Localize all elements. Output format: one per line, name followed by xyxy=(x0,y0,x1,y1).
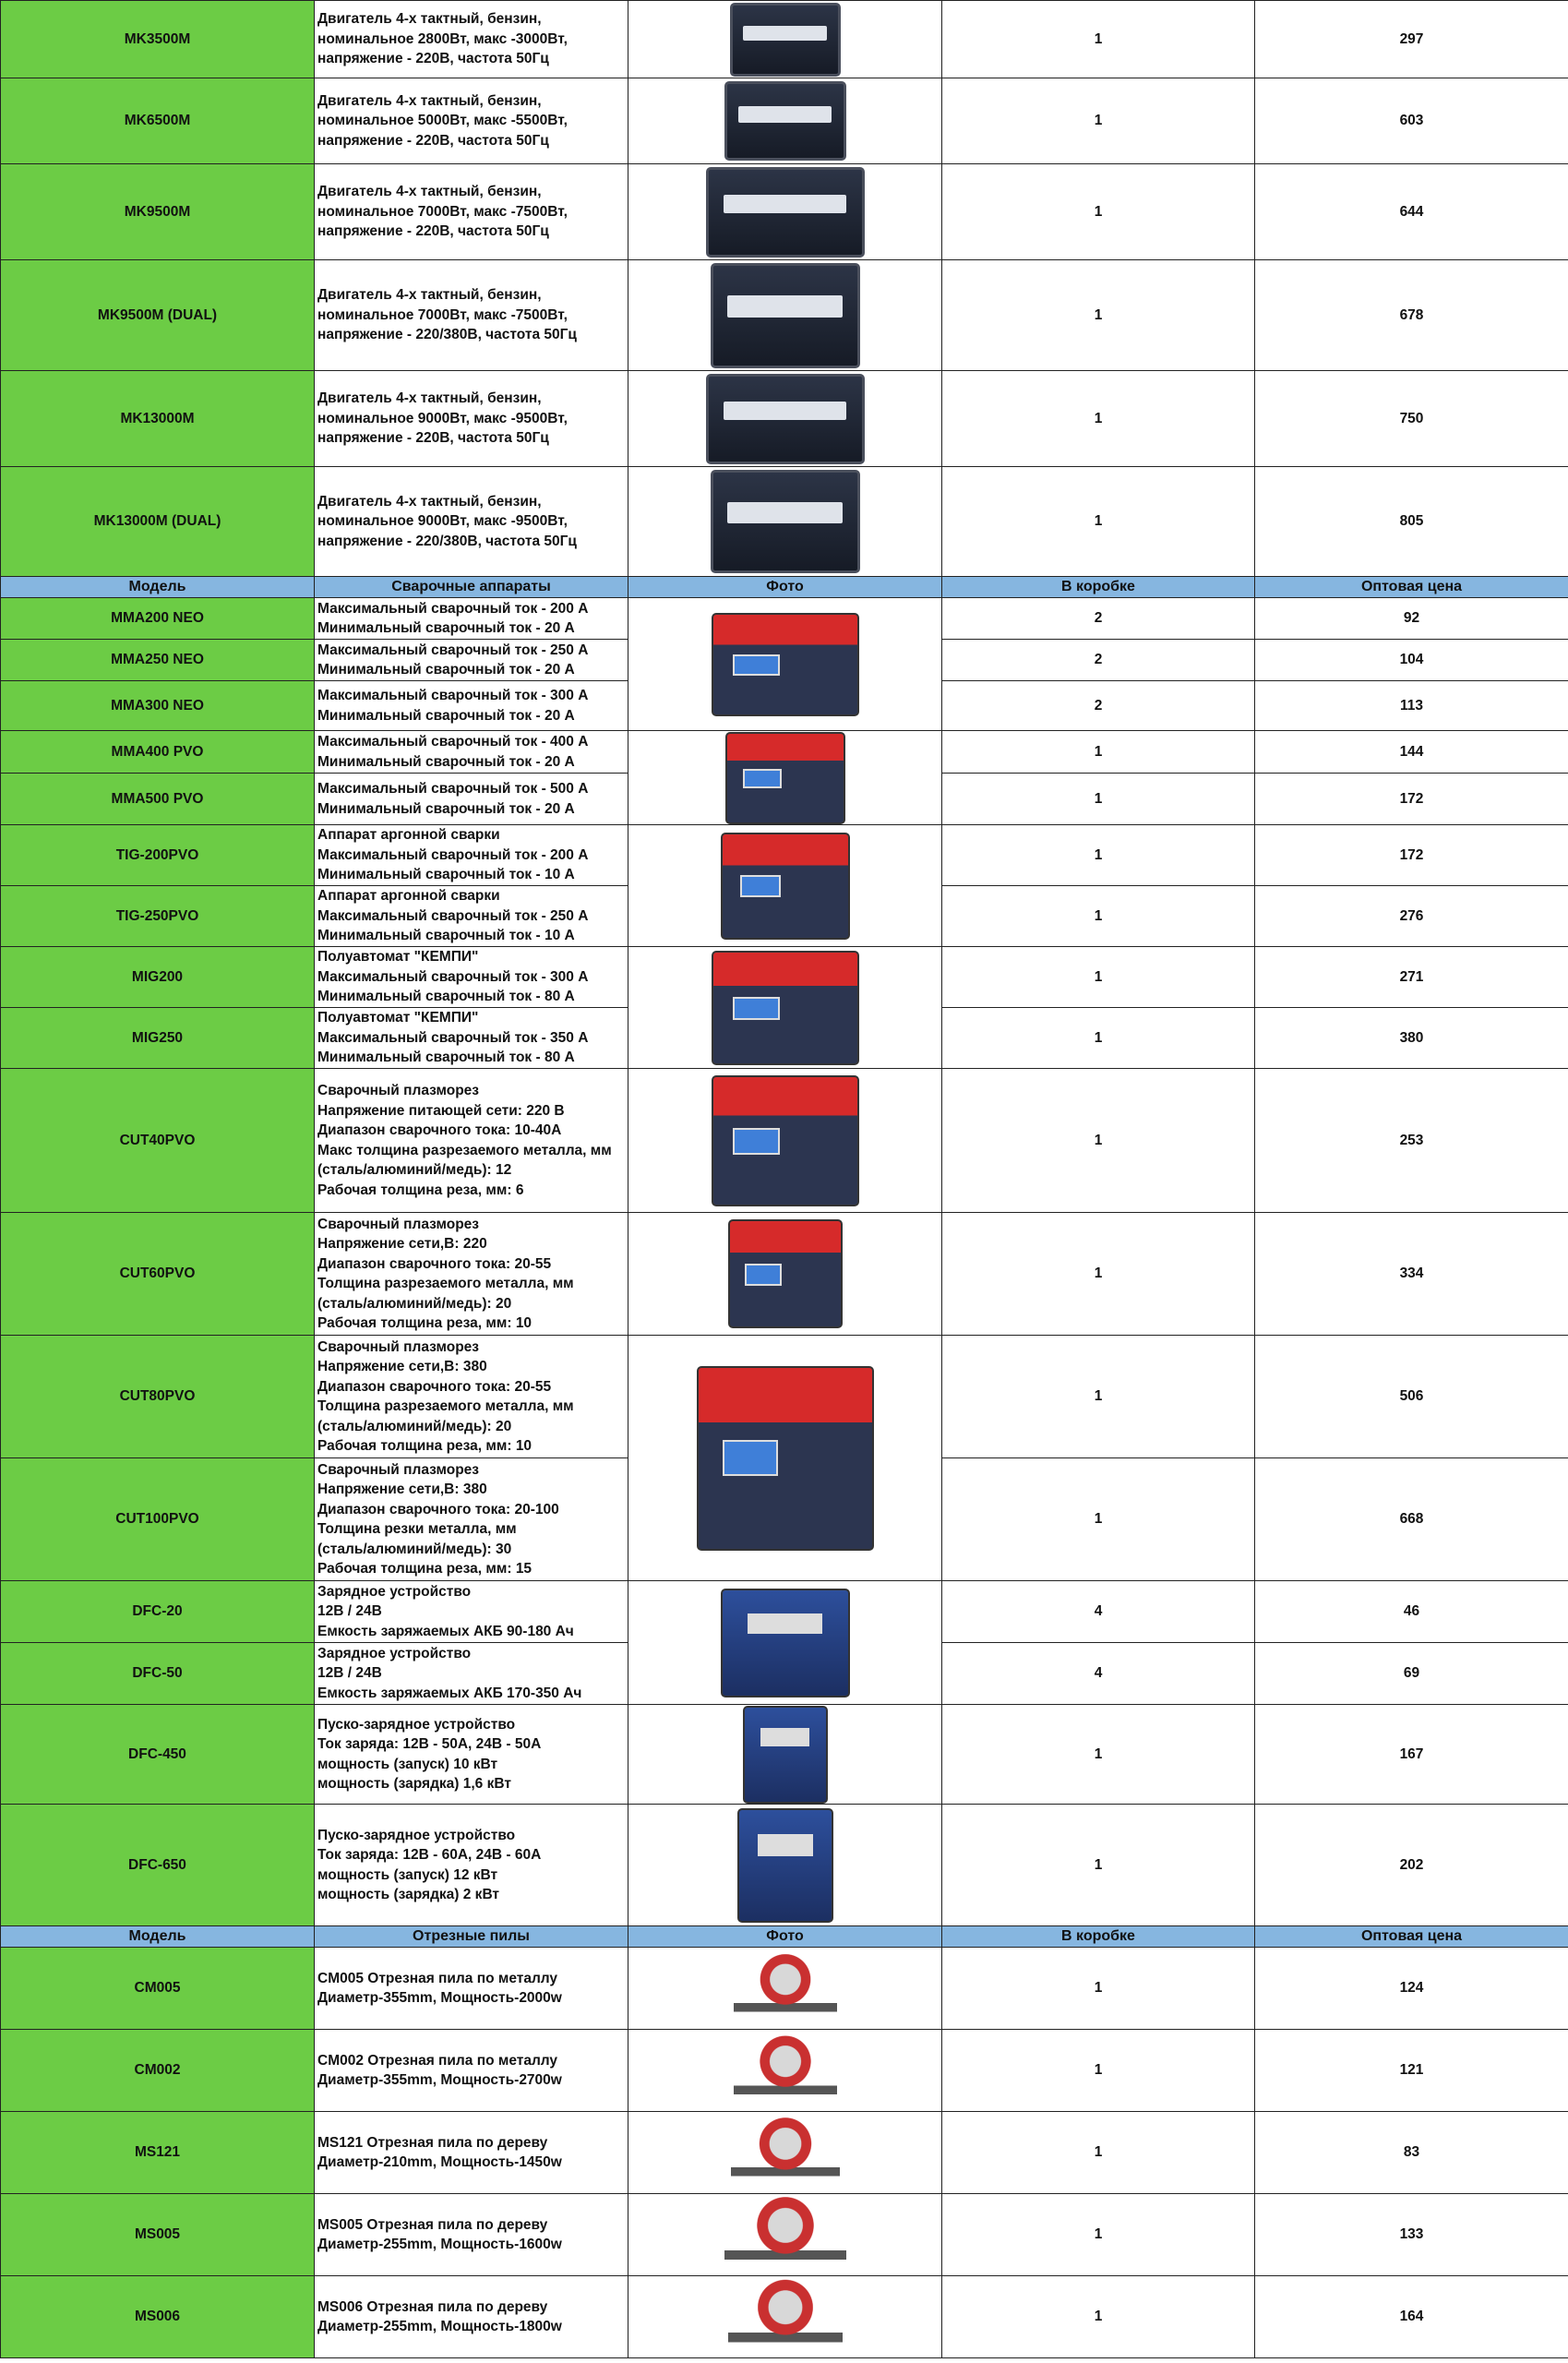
photo-cell xyxy=(628,164,942,260)
product-row xyxy=(1,2030,1568,2112)
model-cell: MK3500M xyxy=(1,1,315,78)
plasma-cutter-icon xyxy=(697,1366,874,1551)
description-cell: Аппарат аргонной сварки Максимальный сварочный ток - 250 А Минимальный сварочный ток - 10 А xyxy=(315,886,628,947)
generator-icon xyxy=(706,167,865,258)
photo-cell xyxy=(628,260,942,371)
wholesale-price-cell: 253 xyxy=(1255,1069,1568,1213)
description-cell: Аппарат аргонной сварки Максимальный сварочный ток - 200 А Минимальный сварочный ток - 10 А xyxy=(315,825,628,886)
description-cell: Двигатель 4-х тактный, бензин, номинальное 5000Вт, макс -5500Вт, напряжение - 220В, частота 50Гц xyxy=(315,78,628,164)
box-qty-cell: 2 xyxy=(942,681,1255,731)
header-category: Отрезные пилы xyxy=(315,1926,628,1948)
description-cell: Максимальный сварочный ток - 250 А Минимальный сварочный ток - 20 А xyxy=(315,640,628,681)
description-cell: Сварочный плазморез Напряжение сети,В: 220 Диапазон сварочного тока: 20-55 Толщина разрезаемого металла, мм (сталь/алюминий/медь): 20 Рабочая толщина реза, мм: 10 xyxy=(315,1213,628,1336)
wholesale-price-cell: 276 xyxy=(1255,886,1568,947)
wholesale-price-cell: 202 xyxy=(1255,1805,1568,1926)
product-row xyxy=(1,1069,1568,1213)
description-cell: MS005 Отрезная пила по дереву Диаметр-255mm, Мощность-1600w xyxy=(315,2194,628,2276)
description-cell: Пуско-зарядное устройство Ток заряда: 12В - 60А, 24В - 60А мощность (запуск) 12 кВт мощность (зарядка) 2 кВт xyxy=(315,1805,628,1926)
header-model: Модель xyxy=(1,1926,315,1948)
model-cell: MMA500 PVO xyxy=(1,774,315,825)
wholesale-price-cell: 124 xyxy=(1255,1948,1568,2030)
description-cell: Двигатель 4-х тактный, бензин, номинальное 9000Вт, макс -9500Вт, напряжение - 220В, частота 50Гц xyxy=(315,371,628,467)
box-qty-cell: 1 xyxy=(942,1336,1255,1458)
box-qty-cell: 1 xyxy=(942,1705,1255,1805)
product-row xyxy=(1,1805,1568,1926)
plasma-cutter-icon xyxy=(728,1219,843,1328)
plasma-cutter-icon xyxy=(712,1075,859,1206)
header-category: Сварочные аппараты xyxy=(315,577,628,598)
welder-icon xyxy=(712,613,859,716)
photo-cell xyxy=(628,2112,942,2194)
model-cell: DFC-650 xyxy=(1,1805,315,1926)
description-cell: Двигатель 4-х тактный, бензин, номинальное 7000Вт, макс -7500Вт, напряжение - 220В, частота 50Гц xyxy=(315,164,628,260)
photo-cell xyxy=(628,825,942,947)
photo-cell xyxy=(628,1948,942,2030)
description-cell: Полуавтомат "КЕМПИ" Максимальный сварочный ток - 350 А Минимальный сварочный ток - 80 А xyxy=(315,1008,628,1069)
description-cell: CM005 Отрезная пила по металлу Диаметр-355mm, Мощность-2000w xyxy=(315,1948,628,2030)
cut-off-saw-icon xyxy=(734,2033,837,2108)
model-cell: MK9500M xyxy=(1,164,315,260)
photo-cell xyxy=(628,1705,942,1805)
model-cell: CUT40PVO xyxy=(1,1069,315,1213)
description-cell: Двигатель 4-х тактный, бензин, номинальное 7000Вт, макс -7500Вт, напряжение - 220/380В, частота 50Гц xyxy=(315,260,628,371)
model-cell: MMA400 PVO xyxy=(1,731,315,774)
description-cell: Сварочный плазморез Напряжение питающей сети: 220 В Диапазон сварочного тока: 10-40А Макс толщина разрезаемого металла, мм (сталь/алюминий/медь): 12 Рабочая толщина реза, мм: 6 xyxy=(315,1069,628,1213)
wholesale-price-cell: 668 xyxy=(1255,1458,1568,1581)
model-cell: MK13000M xyxy=(1,371,315,467)
box-qty-cell: 1 xyxy=(942,947,1255,1008)
wholesale-price-cell: 133 xyxy=(1255,2194,1568,2276)
welder-icon xyxy=(721,833,850,940)
product-row xyxy=(1,825,1568,886)
product-row xyxy=(1,731,1568,774)
photo-cell xyxy=(628,947,942,1069)
product-row xyxy=(1,1581,1568,1643)
model-cell: TIG-250PVO xyxy=(1,886,315,947)
box-qty-cell: 1 xyxy=(942,1213,1255,1336)
wholesale-price-cell: 46 xyxy=(1255,1581,1568,1643)
wholesale-price-cell: 271 xyxy=(1255,947,1568,1008)
product-row xyxy=(1,260,1568,371)
model-cell: MS006 xyxy=(1,2276,315,2358)
wholesale-price-cell: 144 xyxy=(1255,731,1568,774)
box-qty-cell: 1 xyxy=(942,886,1255,947)
wholesale-price-cell: 69 xyxy=(1255,1643,1568,1705)
box-qty-cell: 1 xyxy=(942,1805,1255,1926)
description-cell: Максимальный сварочный ток - 400 А Минимальный сварочный ток - 20 А xyxy=(315,731,628,774)
wholesale-price-cell: 506 xyxy=(1255,1336,1568,1458)
description-cell: Пуско-зарядное устройство Ток заряда: 12В - 50А, 24В - 50А мощность (запуск) 10 кВт мощность (зарядка) 1,6 кВт xyxy=(315,1705,628,1805)
model-cell: MK9500M (DUAL) xyxy=(1,260,315,371)
product-row xyxy=(1,947,1568,1008)
wholesale-price-cell: 603 xyxy=(1255,78,1568,164)
generator-icon xyxy=(711,470,860,573)
wholesale-price-cell: 644 xyxy=(1255,164,1568,260)
model-cell: TIG-200PVO xyxy=(1,825,315,886)
description-cell: Максимальный сварочный ток - 200 А Минимальный сварочный ток - 20 А xyxy=(315,598,628,640)
box-qty-cell: 1 xyxy=(942,2194,1255,2276)
description-cell: Максимальный сварочный ток - 300 А Минимальный сварочный ток - 20 А xyxy=(315,681,628,731)
model-cell: MK6500M xyxy=(1,78,315,164)
generator-icon xyxy=(730,3,841,77)
product-row xyxy=(1,164,1568,260)
photo-cell xyxy=(628,78,942,164)
model-cell: MMA300 NEO xyxy=(1,681,315,731)
description-cell: Сварочный плазморез Напряжение сети,В: 380 Диапазон сварочного тока: 20-100 Толщина резки металла, мм (сталь/алюминий/медь): 30 Рабочая толщина реза, мм: 15 xyxy=(315,1458,628,1581)
product-row xyxy=(1,371,1568,467)
description-cell: MS121 Отрезная пила по дереву Диаметр-210mm, Мощность-1450w xyxy=(315,2112,628,2194)
box-qty-cell: 1 xyxy=(942,371,1255,467)
photo-cell xyxy=(628,371,942,467)
model-cell: CM005 xyxy=(1,1948,315,2030)
battery-charger-icon xyxy=(721,1589,850,1697)
header-photo: Фото xyxy=(628,577,942,598)
welder-icon xyxy=(725,732,845,824)
description-cell: Зарядное устройство 12В / 24В Емкость заряжаемых АКБ 170-350 Ач xyxy=(315,1643,628,1705)
photo-cell xyxy=(628,2276,942,2358)
photo-cell xyxy=(628,1,942,78)
wholesale-price-cell: 805 xyxy=(1255,467,1568,577)
model-cell: CM002 xyxy=(1,2030,315,2112)
section-header-row xyxy=(1,577,1568,598)
photo-cell xyxy=(628,2030,942,2112)
battery-charger-icon xyxy=(737,1808,833,1923)
box-qty-cell: 1 xyxy=(942,467,1255,577)
model-cell: CUT100PVO xyxy=(1,1458,315,1581)
model-cell: DFC-20 xyxy=(1,1581,315,1643)
photo-cell xyxy=(628,1336,942,1581)
box-qty-cell: 1 xyxy=(942,1948,1255,2030)
header-wholesale-price: Оптовая цена xyxy=(1255,1926,1568,1948)
box-qty-cell: 1 xyxy=(942,1008,1255,1069)
box-qty-cell: 2 xyxy=(942,640,1255,681)
model-cell: MMA200 NEO xyxy=(1,598,315,640)
box-qty-cell: 1 xyxy=(942,825,1255,886)
box-qty-cell: 1 xyxy=(942,1458,1255,1581)
model-cell: MK13000M (DUAL) xyxy=(1,467,315,577)
box-qty-cell: 1 xyxy=(942,164,1255,260)
battery-charger-icon xyxy=(743,1706,828,1804)
model-cell: CUT80PVO xyxy=(1,1336,315,1458)
cut-off-saw-icon xyxy=(734,1951,837,2025)
photo-cell xyxy=(628,1069,942,1213)
header-box-qty: В коробке xyxy=(942,577,1255,598)
model-cell: MS121 xyxy=(1,2112,315,2194)
box-qty-cell: 1 xyxy=(942,774,1255,825)
description-cell: Двигатель 4-х тактный, бензин, номинальное 2800Вт, макс -3000Вт, напряжение - 220В, частота 50Гц xyxy=(315,1,628,78)
box-qty-cell: 1 xyxy=(942,1,1255,78)
description-cell: CM002 Отрезная пила по металлу Диаметр-355mm, Мощность-2700w xyxy=(315,2030,628,2112)
description-cell: Двигатель 4-х тактный, бензин, номинальное 9000Вт, макс -9500Вт, напряжение - 220/380В, частота 50Гц xyxy=(315,467,628,577)
wholesale-price-cell: 750 xyxy=(1255,371,1568,467)
header-box-qty: В коробке xyxy=(942,1926,1255,1948)
model-cell: DFC-50 xyxy=(1,1643,315,1705)
description-cell: MS006 Отрезная пила по дереву Диаметр-255mm, Мощность-1800w xyxy=(315,2276,628,2358)
wholesale-price-cell: 334 xyxy=(1255,1213,1568,1336)
miter-saw-icon xyxy=(724,2196,846,2273)
description-cell: Полуавтомат "КЕМПИ" Максимальный сварочный ток - 300 А Минимальный сварочный ток - 80 А xyxy=(315,947,628,1008)
header-wholesale-price: Оптовая цена xyxy=(1255,577,1568,598)
description-cell: Сварочный плазморез Напряжение сети,В: 380 Диапазон сварочного тока: 20-55 Толщина разрезаемого металла, мм (сталь/алюминий/медь): 20 Рабочая толщина реза, мм: 10 xyxy=(315,1336,628,1458)
product-row xyxy=(1,598,1568,640)
box-qty-cell: 1 xyxy=(942,1069,1255,1213)
photo-cell xyxy=(628,1581,942,1705)
generator-icon xyxy=(711,263,860,368)
wholesale-price-cell: 172 xyxy=(1255,825,1568,886)
generator-icon xyxy=(724,81,846,161)
header-model: Модель xyxy=(1,577,315,598)
product-row xyxy=(1,2194,1568,2276)
header-photo: Фото xyxy=(628,1926,942,1948)
miter-saw-icon xyxy=(731,2116,840,2189)
product-row xyxy=(1,467,1568,577)
model-cell: DFC-450 xyxy=(1,1705,315,1805)
price-list-body xyxy=(1,1,1568,2358)
product-row xyxy=(1,1,1568,78)
product-row xyxy=(1,1705,1568,1805)
wholesale-price-cell: 92 xyxy=(1255,598,1568,640)
model-cell: MS005 xyxy=(1,2194,315,2276)
box-qty-cell: 1 xyxy=(942,2030,1255,2112)
wholesale-price-cell: 164 xyxy=(1255,2276,1568,2358)
description-cell: Максимальный сварочный ток - 500 А Минимальный сварочный ток - 20 А xyxy=(315,774,628,825)
generator-icon xyxy=(706,374,865,464)
box-qty-cell: 1 xyxy=(942,2276,1255,2358)
miter-saw-icon xyxy=(728,2277,843,2357)
model-cell: MMA250 NEO xyxy=(1,640,315,681)
wholesale-price-cell: 678 xyxy=(1255,260,1568,371)
model-cell: MIG200 xyxy=(1,947,315,1008)
product-row xyxy=(1,78,1568,164)
model-cell: MIG250 xyxy=(1,1008,315,1069)
wholesale-price-cell: 172 xyxy=(1255,774,1568,825)
wholesale-price-cell: 297 xyxy=(1255,1,1568,78)
welder-icon xyxy=(712,951,859,1065)
description-cell: Зарядное устройство 12В / 24В Емкость заряжаемых АКБ 90-180 Ач xyxy=(315,1581,628,1643)
box-qty-cell: 1 xyxy=(942,260,1255,371)
section-header-row xyxy=(1,1926,1568,1948)
product-row xyxy=(1,2276,1568,2358)
photo-cell xyxy=(628,598,942,731)
wholesale-price-cell: 113 xyxy=(1255,681,1568,731)
product-row xyxy=(1,1948,1568,2030)
box-qty-cell: 4 xyxy=(942,1581,1255,1643)
box-qty-cell: 4 xyxy=(942,1643,1255,1705)
wholesale-price-cell: 104 xyxy=(1255,640,1568,681)
product-row xyxy=(1,1213,1568,1336)
photo-cell xyxy=(628,1805,942,1926)
photo-cell xyxy=(628,1213,942,1336)
wholesale-price-cell: 380 xyxy=(1255,1008,1568,1069)
box-qty-cell: 1 xyxy=(942,731,1255,774)
model-cell: CUT60PVO xyxy=(1,1213,315,1336)
photo-cell xyxy=(628,467,942,577)
wholesale-price-cell: 121 xyxy=(1255,2030,1568,2112)
box-qty-cell: 1 xyxy=(942,78,1255,164)
photo-cell xyxy=(628,731,942,825)
photo-cell xyxy=(628,2194,942,2276)
wholesale-price-cell: 167 xyxy=(1255,1705,1568,1805)
box-qty-cell: 2 xyxy=(942,598,1255,640)
box-qty-cell: 1 xyxy=(942,2112,1255,2194)
wholesale-price-cell: 83 xyxy=(1255,2112,1568,2194)
product-row xyxy=(1,1336,1568,1458)
product-row xyxy=(1,2112,1568,2194)
